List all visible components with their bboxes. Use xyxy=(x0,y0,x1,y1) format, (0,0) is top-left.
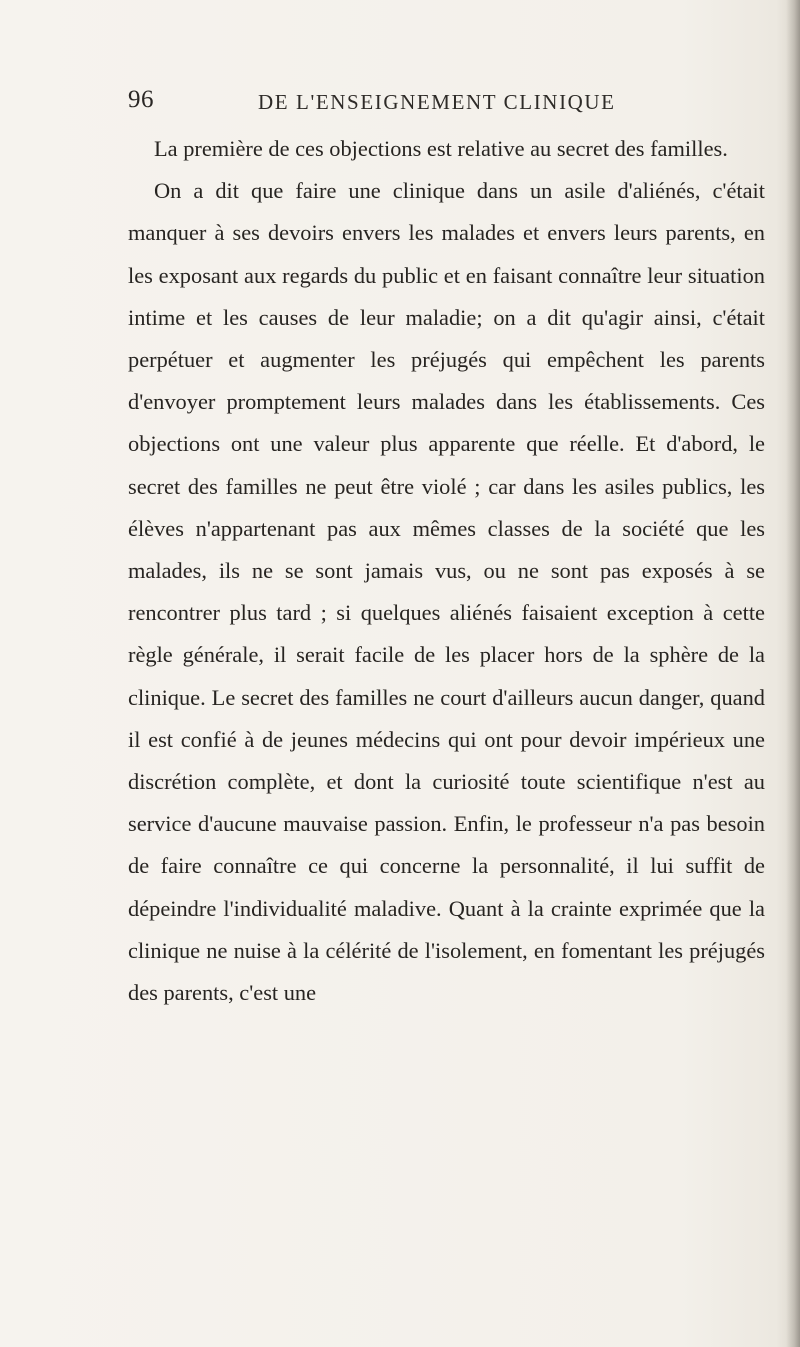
paragraph-1: La première de ces objections est relative au secret des familles. xyxy=(154,136,728,161)
page-header xyxy=(0,86,800,126)
page-edge-shadow xyxy=(786,0,800,1347)
body-text xyxy=(128,128,765,1014)
paragraph-2: On a dit que faire une clinique dans un asile d'aliénés, c'était manquer à ses devoirs envers les malades et envers leurs parents, en les exposant aux regards du public et en faisant connaître leur situation intime et les causes de leur maladie; on a dit qu'agir ainsi, c'était perpétuer et augmenter les préjugés qui empêchent les parents d'envoyer promptement leurs malades dans les établissements. Ces objections ont une valeur plus apparente que réelle. Et d'abord, le secret des familles ne peut être violé ; car dans les asiles publics, les élèves n'appartenant pas aux mêmes classes de la société que les malades, ils ne se sont jamais vus, ou ne sont pas exposés à se rencontrer plus tard ; si quelques aliénés faisaient exception à cette règle générale, il serait facile de les placer hors de la sphère de la clinique. Le secret des familles ne court d'ailleurs aucun danger, quand il est confié à de jeunes médecins qui ont pour devoir impérieux une discrétion complète, et dont la curiosité toute scientifique n'est au service d'aucune mauvaise passion. Enfin, le professeur n'a pas besoin de faire connaître ce qui concerne la personnalité, il lui suffit de dépeindre l'individualité maladive. Quant à la crainte exprimée que la clinique ne nuise à la célérité de l'isolement, en fomentant les préjugés des parents, c'est une xyxy=(128,178,765,1006)
running-title: DE L'ENSEIGNEMENT CLINIQUE xyxy=(258,90,616,114)
page-number: 96 xyxy=(128,86,154,113)
